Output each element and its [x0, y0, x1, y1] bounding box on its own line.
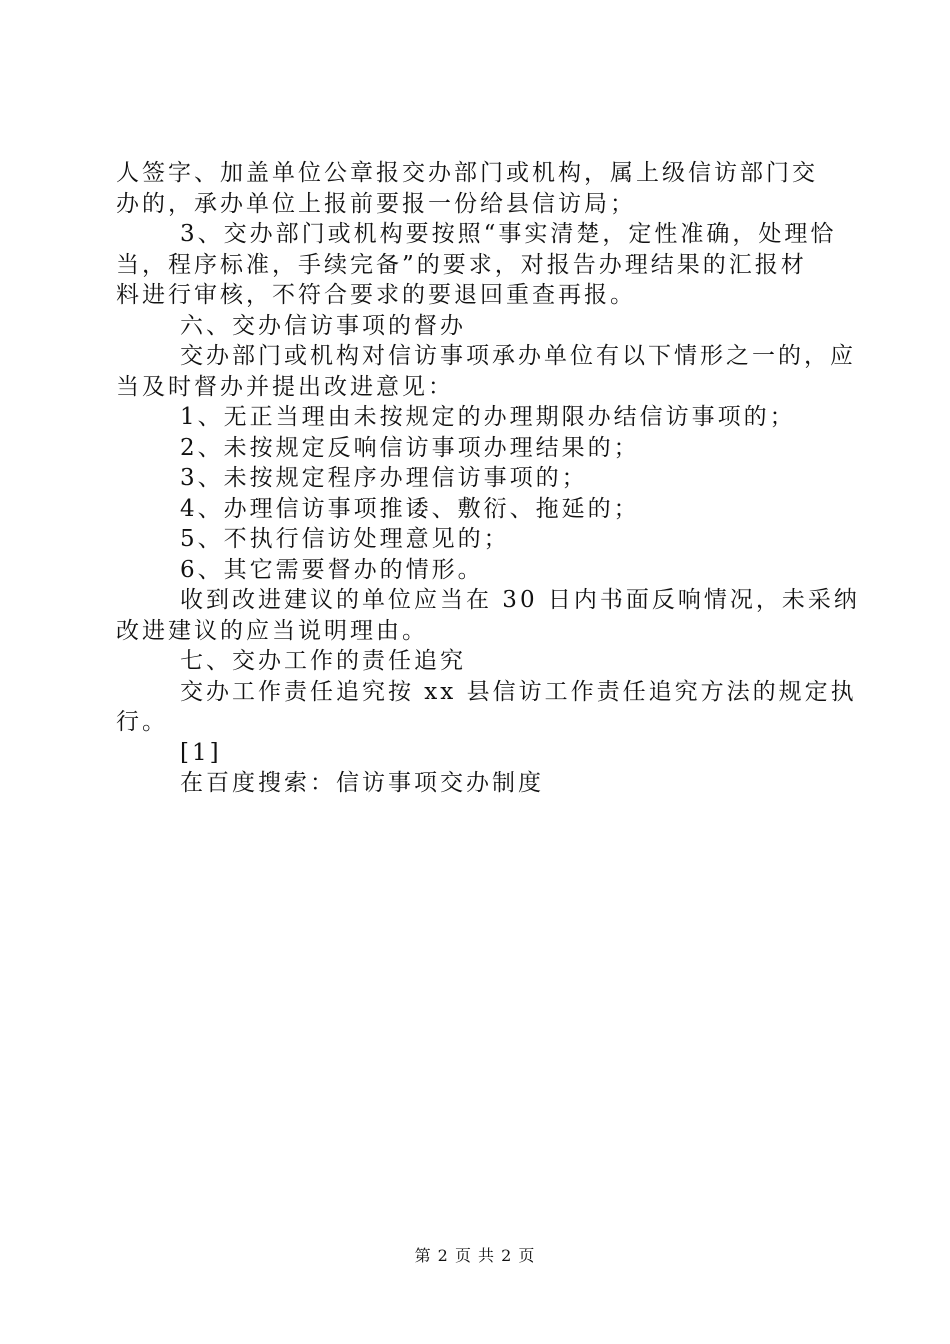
document-body: [116, 158, 860, 799]
text-line: 2、未按规定反响信访事项办理结果的；: [180, 434, 640, 461]
text-line: 办的，承办单位上报前要报一份给县信访局；: [116, 190, 636, 217]
text-line: 改进建议的应当说明理由。: [116, 617, 428, 644]
text-line: [1]: [180, 739, 222, 766]
text-line: 1、无正当理由未按规定的办理期限办结信访事项的；: [180, 404, 796, 430]
text-line: 3、未按规定程序办理信访事项的；: [180, 465, 588, 491]
text-line: 收到改进建议的单位应当在 30 日内书面反响情况，未采纳: [180, 587, 860, 613]
text-line: 七、交办工作的责任追究: [180, 648, 466, 674]
text-line: 人签字、加盖单位公章报交办部门或机构，属上级信访部门交: [116, 160, 818, 186]
text-line: 4、办理信访事项推诿、敷衍、拖延的；: [180, 495, 640, 522]
text-line: 3、交办部门或机构要按照“事实清楚，定性准确，处理恰: [180, 221, 837, 247]
text-line: 当及时督办并提出改进意见：: [116, 373, 454, 400]
text-line: 行。: [116, 709, 168, 735]
text-line: 6、其它需要督办的情形。: [180, 556, 484, 583]
text-line: 交办工作责任追究按 xx 县信访工作责任追究方法的规定执: [180, 678, 857, 705]
text-line: 在百度搜索：信访事项交办制度: [180, 770, 544, 796]
text-line: 交办部门或机构对信访事项承办单位有以下情形之一的，应: [180, 343, 856, 369]
page-footer: 第 2 页 共 2 页: [414, 1246, 536, 1265]
text-line: 料进行审核，不符合要求的要退回重查再报。: [116, 282, 636, 308]
text-line: 5、不执行信访处理意见的；: [180, 526, 510, 552]
text-line: 六、交办信访事项的督办: [180, 312, 466, 339]
text-line: 当，程序标准，手续完备”的要求，对报告办理结果的汇报材: [116, 251, 807, 278]
